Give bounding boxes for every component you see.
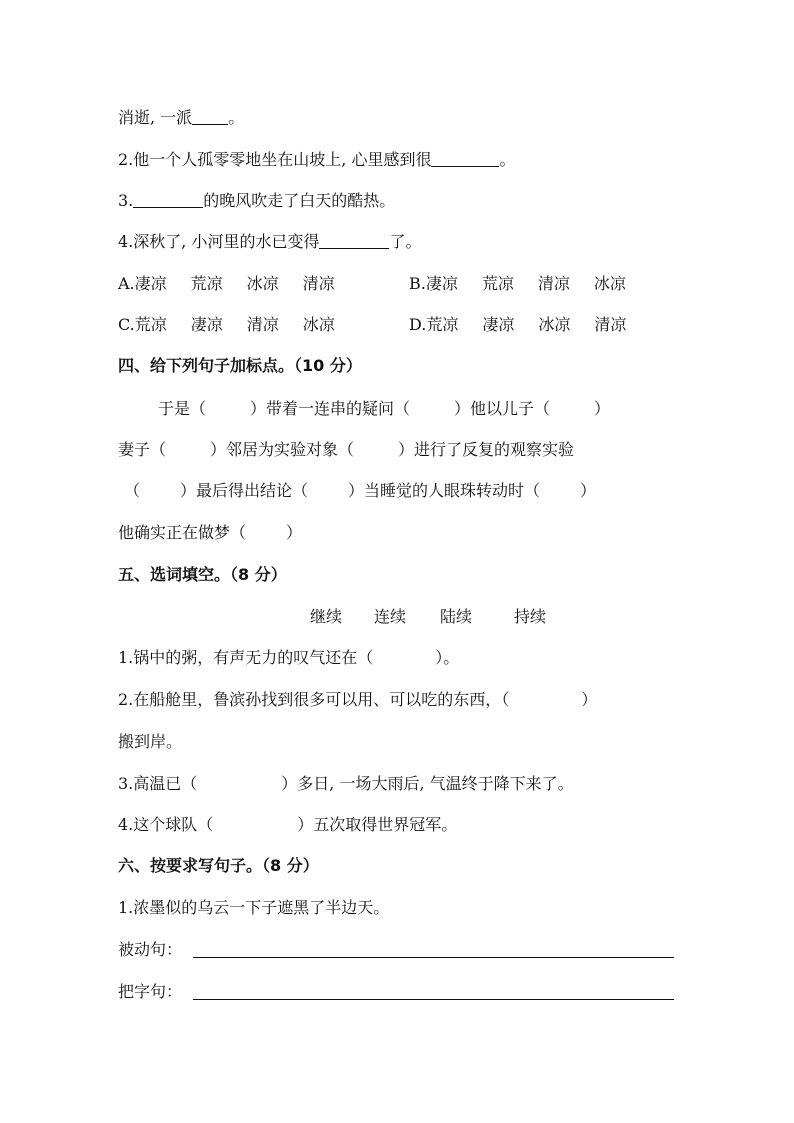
punct-text: 他确实正在做梦（ <box>118 523 247 542</box>
q1-continuation <box>118 107 244 129</box>
punct-text: ）邻居为实验对象（ <box>210 440 355 459</box>
option-d[interactable] <box>409 314 626 336</box>
word-bank-item: 继续 <box>310 607 343 626</box>
punct-text: ）最后得出结论（ <box>180 481 309 500</box>
punct-text: 妻子（ <box>118 440 167 459</box>
punct-text: ）带着一连串的疑问（ <box>250 399 411 418</box>
q3-text: 的晚风吹走了白天的酷热。 <box>203 191 396 210</box>
option-b-word: 冰凉 <box>593 274 626 293</box>
word-bank-item: 持续 <box>514 607 547 626</box>
option-a-word: 凄凉 <box>134 274 167 293</box>
punct-row-2 <box>118 439 574 461</box>
q3-number: 3. <box>118 191 134 210</box>
option-d-word: 冰凉 <box>538 315 571 334</box>
fill-q2-text: 2.在船舱里，鲁滨孙找到很多可以用、可以吃的东西，（ <box>118 690 510 709</box>
option-a-word: 冰凉 <box>246 274 279 293</box>
fill-q1-text: 1.锅中的粥，有声无力的叹气还在（ <box>118 648 374 667</box>
q4-blank[interactable] <box>319 232 389 249</box>
punct-text: ）他以儿子（ <box>454 399 551 418</box>
fill-q4-text: 4.这个球队（ <box>118 815 214 834</box>
option-b[interactable] <box>409 273 626 295</box>
q3-blank[interactable] <box>133 191 203 208</box>
fill-q3-end: ）多日, 一场大雨后, 气温终于降下来了。 <box>281 774 574 793</box>
q1-blank[interactable] <box>192 108 228 125</box>
option-c-word: 凄凉 <box>190 315 223 334</box>
option-b-word: 清凉 <box>537 274 570 293</box>
punct-text: ） <box>286 523 303 542</box>
punct-row-1 <box>158 398 610 420</box>
section-5-heading: 五、选词填空。（8 分） <box>118 565 287 584</box>
option-c-word: 荒凉 <box>134 315 167 334</box>
option-c-word: 冰凉 <box>302 315 335 334</box>
fill-q2 <box>118 689 597 711</box>
option-d-letter: D. <box>409 315 427 334</box>
passive-label: 被动句： <box>118 940 183 959</box>
word-bank-item: 连续 <box>374 607 407 626</box>
fill-q4 <box>118 814 457 836</box>
q4-line <box>118 231 421 253</box>
fill-q3 <box>118 773 574 795</box>
option-a-word: 清凉 <box>302 274 335 293</box>
punct-text: 于是（ <box>158 399 207 418</box>
option-d-word: 荒凉 <box>426 315 459 334</box>
rewrite-q1: 1.浓墨似的乌云一下子遮黑了半边天。 <box>118 898 390 917</box>
punct-text: ）当睡觉的人眼珠转动时（ <box>348 481 541 500</box>
q1-text: 消逝, 一派 <box>118 108 193 127</box>
section-4-heading: 四、给下列句子加标点。（10 分） <box>118 356 362 375</box>
option-b-letter: B. <box>409 274 426 293</box>
option-c-word: 清凉 <box>246 315 279 334</box>
fill-q3-text: 3.高温已（ <box>118 774 198 793</box>
punct-row-4 <box>118 522 302 544</box>
punct-row-3 <box>124 480 596 502</box>
fill-q1-end: ）。 <box>435 648 460 667</box>
q2-blank[interactable] <box>431 150 499 167</box>
option-d-word: 清凉 <box>594 315 627 334</box>
fill-q2-end: ） <box>581 690 598 709</box>
q2-text: 2.他一个人孤零零地坐在山坡上, 心里感到很 <box>118 150 432 169</box>
fill-q1 <box>118 647 459 669</box>
option-b-word: 荒凉 <box>481 274 514 293</box>
word-bank-item: 陆续 <box>440 607 473 626</box>
ba-label: 把字句： <box>118 982 183 1001</box>
option-c[interactable] <box>118 314 335 336</box>
q4-text: 4.深秋了, 小河里的水已变得 <box>118 232 320 251</box>
word-bank <box>310 606 546 628</box>
option-d-word: 凄凉 <box>482 315 515 334</box>
option-a-word: 荒凉 <box>190 274 223 293</box>
option-c-letter: C. <box>118 315 135 334</box>
passive-answer-line[interactable] <box>193 957 674 958</box>
fill-q2-continuation: 搬到岸。 <box>118 732 183 751</box>
section-6-heading: 六、按要求写句子。（8 分） <box>118 856 319 875</box>
punct-text: ） <box>580 481 597 500</box>
option-b-word: 凄凉 <box>425 274 458 293</box>
q2-line <box>118 149 515 171</box>
q2-end: 。 <box>499 150 516 169</box>
q4-end: 了。 <box>389 232 422 251</box>
punct-text: ）进行了反复的观察实验 <box>398 440 575 459</box>
option-a[interactable] <box>118 273 335 295</box>
ba-answer-line[interactable] <box>193 999 674 1000</box>
punct-text: ） <box>594 399 611 418</box>
fill-q4-end: ）五次取得世界冠军。 <box>297 815 458 834</box>
q1-end: 。 <box>228 108 245 127</box>
q3-line <box>118 190 395 212</box>
option-a-letter: A. <box>118 274 135 293</box>
punct-text: （ <box>124 481 141 500</box>
